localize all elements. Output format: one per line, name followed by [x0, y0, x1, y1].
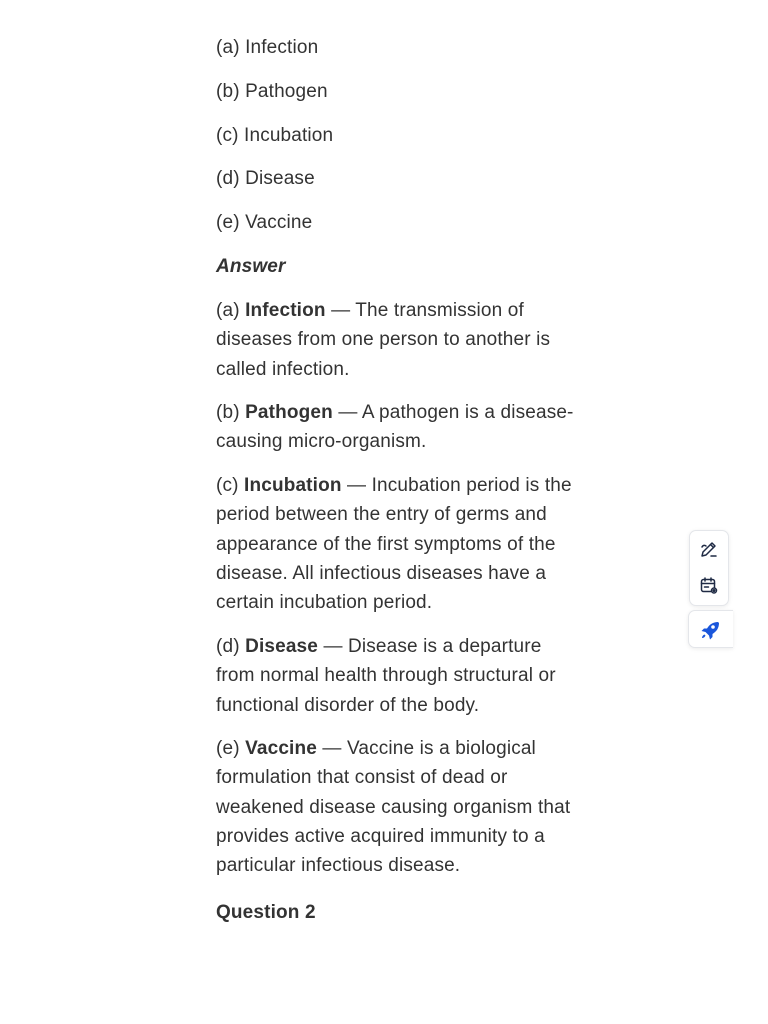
schedule-settings-icon[interactable] [699, 576, 719, 596]
definition-vaccine: (e) Vaccine — Vaccine is a biological formulation that consist of dead or weakened disease causing organism that provides active acquired immunity to a particular infectious disease. [216, 738, 571, 877]
definition-infection: (a) Infection — The transmission of diseases from one person to another is called infection. [216, 300, 551, 380]
floating-tool-group [689, 530, 729, 606]
edit-pen-icon[interactable] [699, 539, 719, 559]
definition-disease: (d) Disease — Disease is a departure from normal health through structural or functional disorder of the body. [216, 636, 556, 716]
term-item-e: (e) Vaccine [216, 212, 313, 233]
term-item-b: (b) Pathogen [216, 81, 328, 102]
term-item-d: (d) Disease [216, 168, 315, 189]
definition-incubation: (c) Incubation — Incubation period is the period between the entry of germs and appearance of the first symptoms of the disease. All infectious diseases have a certain incubation period. [216, 475, 572, 614]
term-item-c: (c) Incubation [216, 125, 334, 146]
answer-heading: Answer [216, 256, 286, 277]
definition-pathogen: (b) Pathogen — A pathogen is a disease-causing micro-organism. [216, 402, 574, 453]
rocket-icon[interactable] [699, 619, 719, 639]
rocket-launch-button[interactable] [688, 610, 733, 648]
next-question-heading: Question 2 [216, 902, 316, 923]
term-item-a: (a) Infection [216, 37, 319, 58]
